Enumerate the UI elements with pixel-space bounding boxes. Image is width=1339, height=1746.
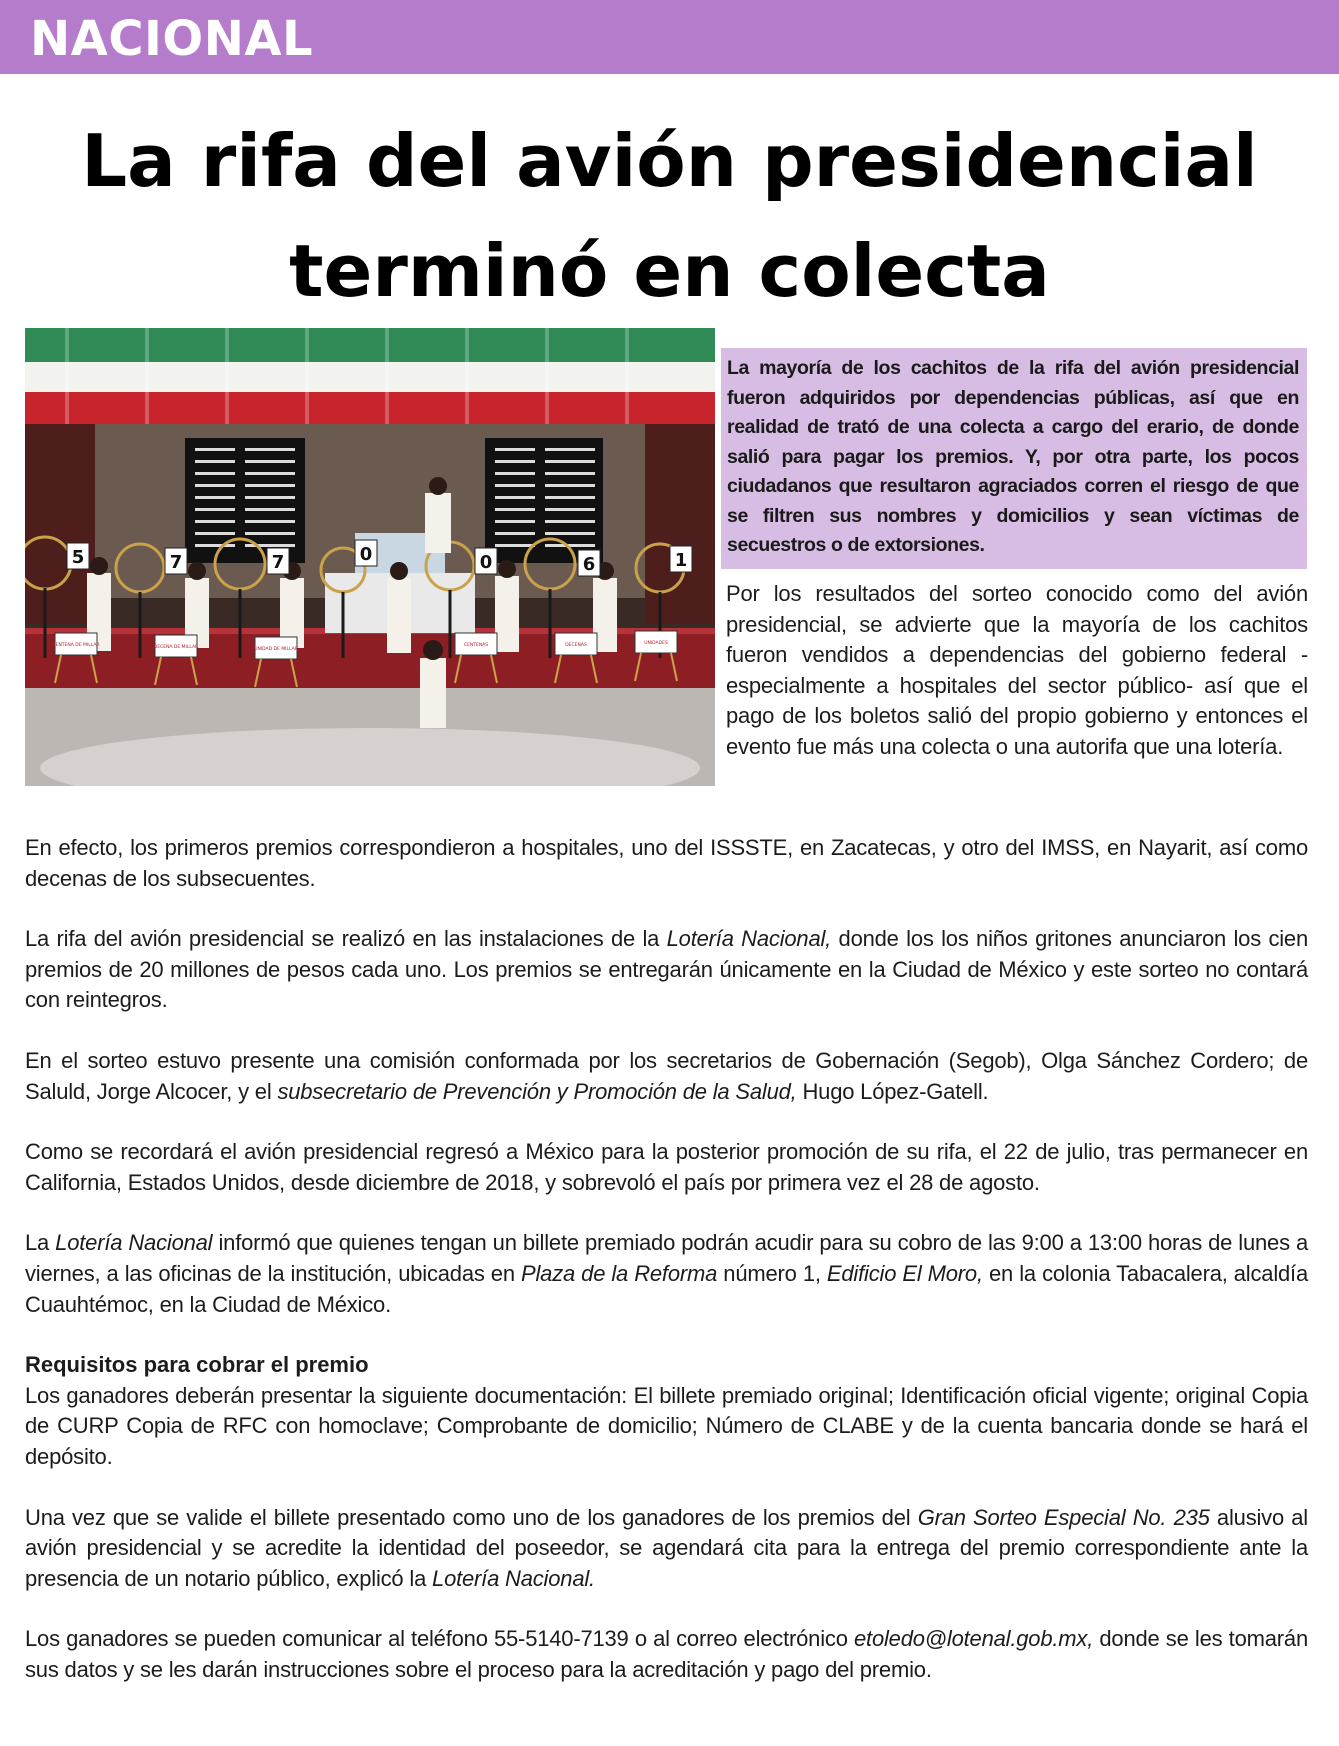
section-banner — [0, 0, 1339, 74]
body-paragraph-7: Una vez que se valide el billete presentado como uno de los ganadores de los premios del Gran Sorteo Especial No. 235 alusivo al avión presidencial y se acredite la identidad del poseedor, se agendará cita para la entrega del premio correspondiente ante la presencia de un notario público, explicó la Lotería Nacional. — [25, 1504, 1308, 1591]
placard-label: UNIDADES — [644, 641, 668, 646]
lead-summary: La mayoría de los cachitos de la rifa del avión presidencial fueron adquiridos por dependencias públicas, así que en realidad de trató de una colecta a cargo del erario, de donde salió para pagar los premios. Y, por otra parte, los pocos ciudadanos que resultaron agraciados corren el riesgo de que se filtren sus nombres y domicilios y sean víctimas de secuestros o de extorsiones. — [727, 357, 1299, 556]
body-paragraph-5: La Lotería Nacional informó que quienes tengan un billete premiado podrán acudir para su cobro de las 9:00 a 13:00 horas de lunes a viernes, a las oficinas de la institución, ubicadas en Plaza de la Reforma número 1, Edificio El Moro, en la colonia Tabacalera, alcaldía Cuauhtémoc, en la Ciudad de México. — [25, 1230, 1309, 1317]
placard-label: DECENA DE MILLAR — [153, 645, 199, 650]
headline: La rifa del avión presidencial terminó en colecta — [81, 119, 1258, 313]
body-paragraph-4: Como se recordará el avión presidencial regresó a México para la posterior promoción de su rifa, el 22 de julio, tras permanecer en California, Estados Unidos, desde diciembre de 2018, y sobrevoló el país por primera vez el 28 de agosto. — [25, 1139, 1308, 1195]
requirements-subheading: Requisitos para cobrar el premio — [25, 1352, 369, 1378]
lead-summary-box — [721, 348, 1307, 569]
board-number: 7 — [169, 552, 183, 573]
lottery-draw-illustration — [25, 328, 715, 786]
placard-label: CENTENAS — [463, 643, 489, 648]
placard-label: CENTENA DE MILLAR — [52, 643, 100, 648]
body-paragraph-6: Los ganadores deberán presentar la siguiente documentación: El billete premiado original; Identificación oficial vigente; original Copia de CURP Copia de RFC con homoclave; Comprobante de domicilio; Número de CLABE y de la cuenta bancaria donde se hará el depósito. — [25, 1382, 1308, 1469]
board-number: 5 — [71, 547, 85, 568]
board-number: 0 — [479, 552, 493, 573]
placard-label: DECENAS — [565, 643, 587, 648]
body-paragraph-3: En el sorteo estuvo presente una comisión conformada por los secretarios de Gobernación (Segob), Olga Sánchez Cordero; de Saluld, Jorge Alcocer, y el subsecretario de Prevención y Promoción de la Salud, Hugo López-Gatell. — [25, 1047, 1308, 1104]
board-number: 7 — [271, 552, 285, 573]
intro-paragraph: Por los resultados del sorteo conocido como del avión presidencial, se advierte que la mayoría de los cachitos fueron vendidos a dependencias del gobierno federal -especialmente a hospitales del sector público- así que el pago de los boletos salió del propio gobierno y entonces el evento fue más una colecta o una autorifa que una lotería. — [726, 581, 1308, 759]
section-label: NACIONAL — [30, 11, 314, 67]
board-number: 0 — [359, 544, 373, 565]
article-body — [25, 833, 1308, 1685]
placard-label: UNIDAD DE MILLAR — [254, 647, 298, 652]
lottery-draw-photo — [25, 328, 715, 786]
contact-email: etoledo@lotenal.gob.mx, — [854, 1626, 1094, 1652]
board-number: 1 — [674, 550, 688, 571]
body-paragraph-1: En efecto, los primeros premios correspondieron a hospitales, uno del ISSSTE, en Zacatecas, y otro del IMSS, en Nayarit, así como decenas de los subsecuentes. — [25, 835, 1308, 891]
body-paragraph-2: La rifa del avión presidencial se realizó en las instalaciones de la Lotería Nacional, donde los los niños gritones anunciaron los cien premios de 20 millones de pesos cada uno. Los premios se entregarán únicamente en la Ciudad de México y este sorteo no contará con reintegros. — [25, 926, 1309, 1013]
body-paragraph-8: Los ganadores se pueden comunicar al teléfono 55-5140-7139 o al correo electrónico etoledo@lotenal.gob.mx, donde se les tomarán sus datos y se les darán instrucciones sobre el proceso para la acreditación y pago del premio. — [25, 1626, 1308, 1682]
board-number: 6 — [582, 554, 596, 575]
